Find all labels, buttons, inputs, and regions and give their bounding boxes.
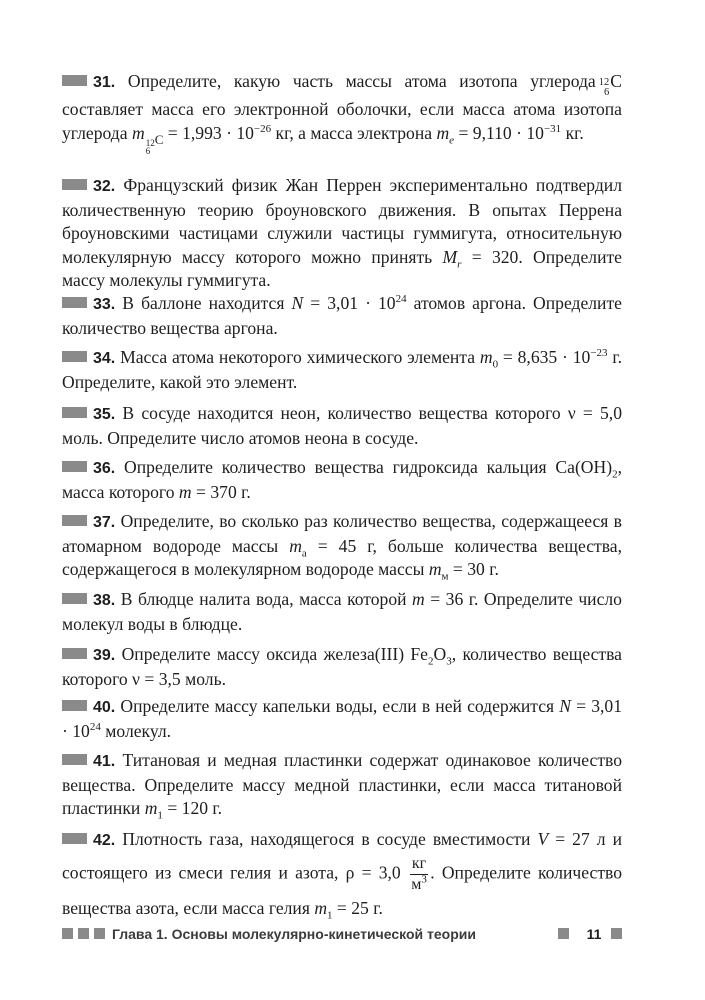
problem-number: 40.: [93, 699, 116, 716]
problem-number: 35.: [93, 406, 116, 423]
problem-marker: [62, 833, 87, 844]
problem-41: 41. Титановая и медная пластинки содержат одинаковое количество вещества. Определите массу медной пластинки, если масса титановой пластинки $m_1 = 120$ г.: [62, 750, 623, 822]
problem-marker: [62, 754, 87, 765]
problem-number: 38.: [93, 592, 116, 609]
problem-42: 42. Плотность газа, находящегося в сосуде вместимости V = 27 л и состоящего из смеси гелия и азота, ρ = 3,0 $\frac{кг}{м^3}$ . Определите количество вещества азота, если масса гелия $m_1 = 25$ г.: [62, 829, 622, 922]
problem-35: 35. В сосуде находится неон, количество вещества которого ν = 5,0 моль. Определите число атомов неона в сосуде.: [62, 403, 622, 448]
problem-40: 40. Определите массу капельки воды, если в ней содержится $N = 3,01 \cdot 10^{24}$ молекул.: [62, 696, 622, 741]
chapter-title: Глава 1. Основы молекулярно-кинетической теории: [112, 926, 476, 942]
problem-number: 42.: [93, 832, 116, 849]
problem-marker: [62, 515, 87, 526]
problem-marker: [62, 700, 87, 711]
problem-34: 34. Масса атома некоторого химического элемента $m_0 = 8,635 \cdot 10^{-23}$ г. Определите, какой это элемент.: [62, 347, 622, 392]
density-unit-fraction: $\frac{кг}{м^3}$: [411, 855, 427, 893]
problem-39: 39. Определите массу оксида железа(III) $Fe_2O_3$, количество вещества которого ν = 3,5 моль.: [62, 644, 622, 689]
problem-marker: [62, 351, 87, 362]
footer-square-icon: [94, 928, 105, 939]
footer-square-icon: [558, 928, 569, 939]
problem-marker: [62, 297, 87, 308]
problem-marker: [62, 407, 87, 418]
page-number: 11: [586, 926, 602, 942]
problem-38: 38. В блюдце налита вода, масса которой m = 36 г. Определите число молекул воды в блюдце.: [62, 589, 622, 634]
problem-marker: [62, 461, 87, 472]
isotope-notation: 12 6: [598, 77, 610, 98]
problem-marker: [62, 179, 87, 190]
footer-square-icon: [611, 928, 622, 939]
problem-number: 36.: [93, 460, 116, 477]
page-footer: [62, 924, 622, 944]
problem-31: 31. Определите, какую часть массы атома изотопа углерода 12 6 C составляет масса его электронной оболочки, если масса атома изотопа углерода m 12 6 $_C = 1,993 \cdot 10^{-26}$ кг, а масса электрона $m_e = 9,110 \cdot 10^{-31}$ кг.: [62, 71, 622, 156]
problem-number: 39.: [93, 647, 116, 664]
problem-number: 31.: [93, 74, 116, 91]
footer-square-icon: [62, 928, 73, 939]
problem-36: 36. Определите количество вещества гидроксида кальция $Ca(OH)_2$, масса которого m = 370 г.: [62, 457, 622, 502]
problem-number: 32.: [93, 178, 116, 195]
problem-32: 32. Французский физик Жан Перрен экспериментально подтвердил количественную теорию броуновского движения. В опытах Перрена броуновскими частицами служили частицы гуммигута, относительную молекулярную массу которого можно принять $M_r = 320$. Определите массу молекулы гуммигута.: [62, 175, 622, 291]
problem-number: 41.: [93, 753, 116, 770]
problem-marker: [62, 593, 87, 604]
problem-number: 33.: [93, 296, 116, 313]
problem-33: 33. В баллоне находится $N = 3,01 \cdot 10^{24}$ атомов аргона. Определите количество вещества аргона.: [62, 293, 622, 338]
problem-marker: [62, 648, 87, 659]
footer-square-icon: [78, 928, 89, 939]
problem-number: 34.: [93, 350, 116, 367]
problem-37: 37. Определите, во сколько раз количество вещества, содержащееся в атомарном водороде массы $m_а = 45$ г, больше количества вещества, содержащегося в молекулярном водороде массы $m_м = 30$ г.: [62, 511, 622, 583]
problem-marker: [62, 75, 87, 86]
problem-number: 37.: [93, 514, 116, 531]
